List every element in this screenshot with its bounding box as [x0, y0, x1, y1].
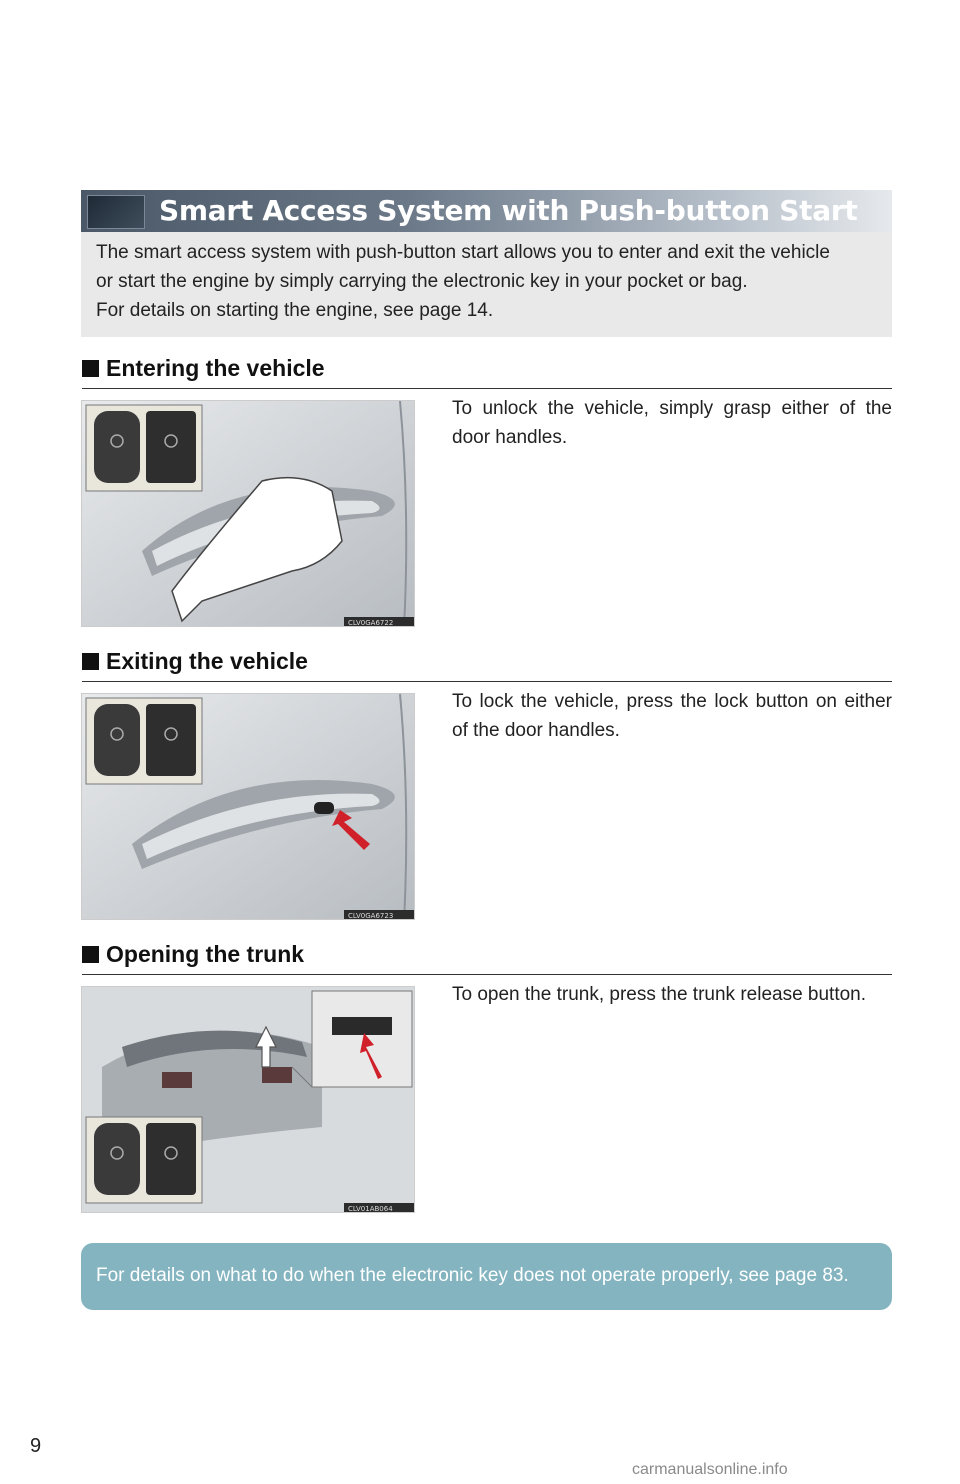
section-divider	[82, 681, 892, 682]
section-title-text: Opening the trunk	[106, 941, 305, 967]
intro-box	[81, 232, 892, 337]
section-title-entering	[82, 355, 325, 382]
section-header-bar	[81, 190, 892, 232]
square-bullet-icon	[82, 653, 99, 670]
door-handle-grasp-illustration	[82, 401, 415, 627]
section-title-exiting	[82, 648, 308, 675]
footer-watermark: carmanualsonline.info	[632, 1461, 788, 1478]
section-text-exiting: To lock the vehicle, press the lock button on either of the door handles.	[452, 691, 892, 741]
note-text: For details on what to do when the electronic key does not operate properly, see page 83.	[96, 1265, 849, 1286]
section-title-trunk	[82, 941, 304, 968]
note-box	[81, 1243, 892, 1310]
section-divider	[82, 974, 892, 975]
figure-code: CLV0GA6723	[348, 912, 394, 920]
figure-entering	[81, 400, 415, 627]
trunk-release-button-illustration	[82, 987, 415, 1213]
figure-exiting	[81, 693, 415, 920]
section-text-trunk: To open the trunk, press the trunk release button.	[452, 984, 867, 1005]
page-title: Smart Access System with Push-button Start	[159, 194, 858, 227]
section-title-text: Entering the vehicle	[106, 355, 325, 381]
figure-code: CLV01AB064	[348, 1205, 393, 1213]
intro-line: or start the engine by simply carrying the electronic key in your pocket or bag.	[96, 271, 748, 292]
section-title-text: Exiting the vehicle	[106, 648, 308, 674]
figure-code: CLV0GA6722	[348, 619, 394, 627]
intro-line: For details on starting the engine, see page 14.	[96, 300, 494, 321]
header-thumbnail	[87, 195, 145, 229]
square-bullet-icon	[82, 360, 99, 377]
intro-line: The smart access system with push-button start allows you to enter and exit the vehicle	[96, 242, 830, 263]
section-divider	[82, 388, 892, 389]
door-handle-lock-button-illustration	[82, 694, 415, 920]
page-number: 9	[30, 1435, 42, 1457]
figure-trunk	[81, 986, 415, 1213]
section-text-entering: To unlock the vehicle, simply grasp either of the door handles.	[452, 398, 892, 448]
square-bullet-icon	[82, 946, 99, 963]
